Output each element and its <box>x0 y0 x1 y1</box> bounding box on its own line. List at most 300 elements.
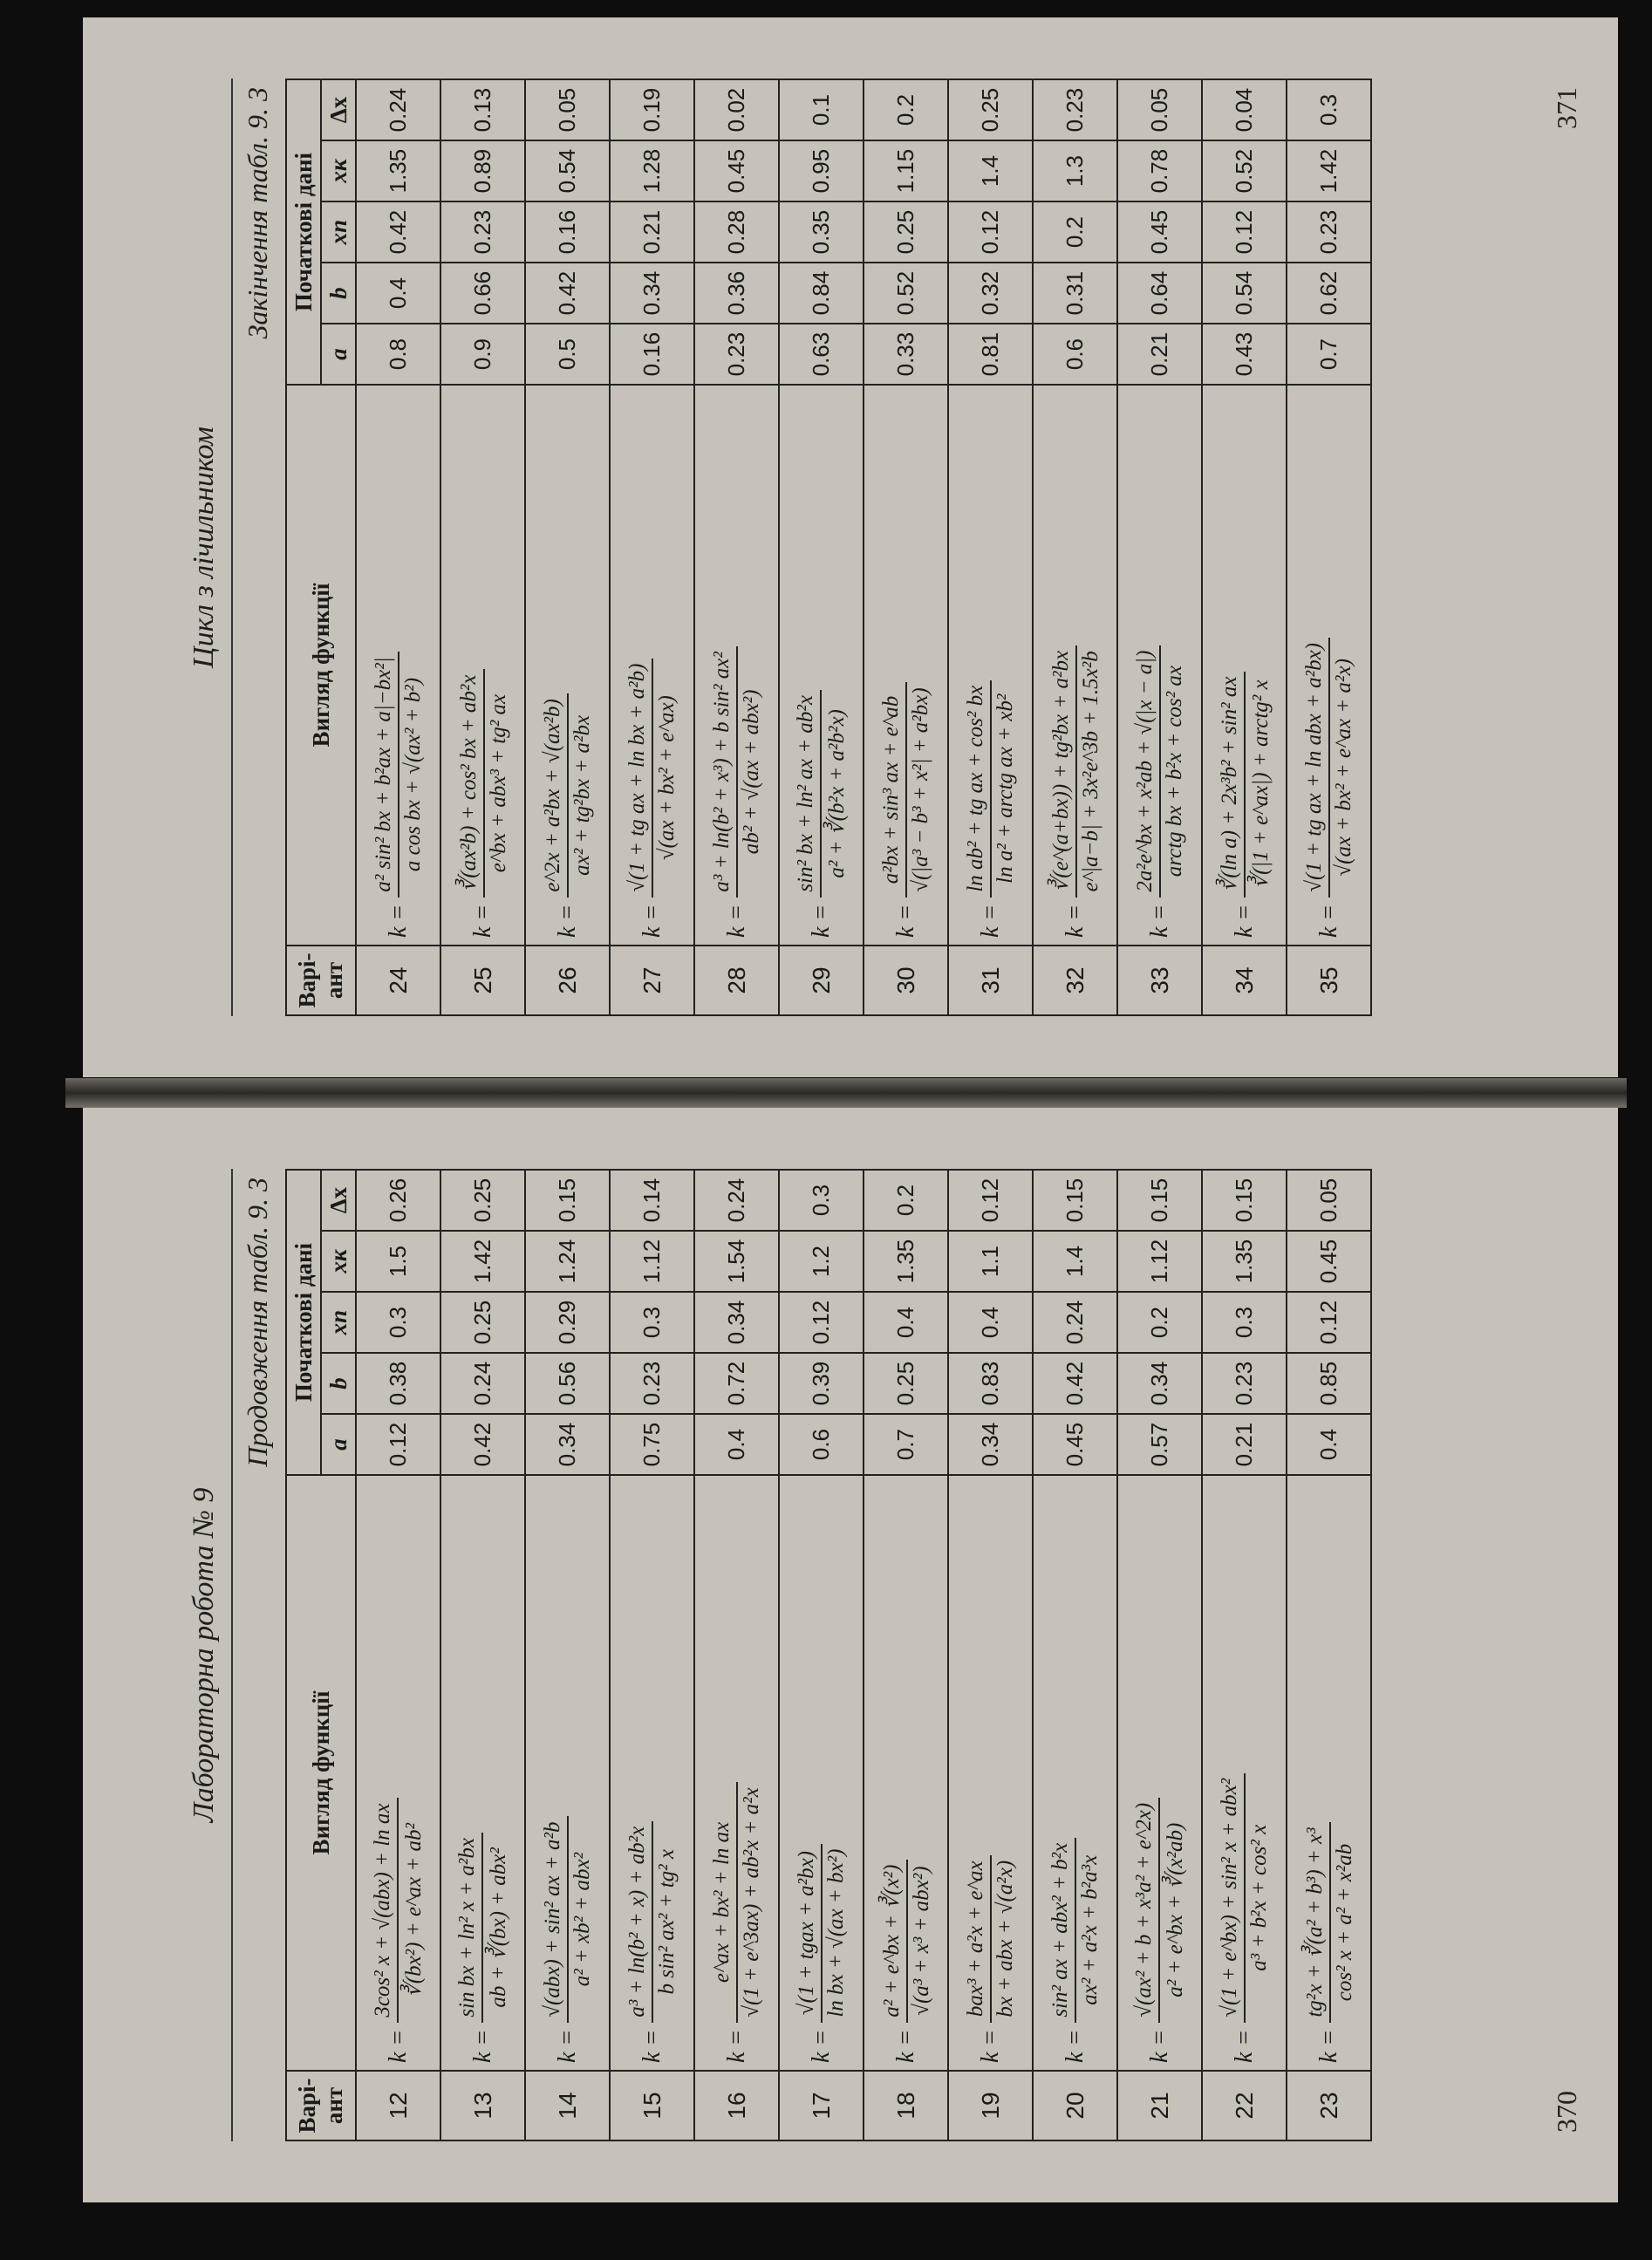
value-xn: 0.28 <box>694 201 779 263</box>
book-spine <box>65 1078 1627 1108</box>
variant-number: 28 <box>694 946 779 1015</box>
value-b: 0.64 <box>1117 263 1202 324</box>
header-variant: Варі-ант <box>286 946 356 1015</box>
formula-lhs: k = <box>638 2029 666 2063</box>
value-a: 0.4 <box>694 1414 779 1475</box>
value-b: 0.34 <box>610 263 694 324</box>
numerator: tg²x + ∛(a² + b³) + x³ <box>1302 1827 1327 2018</box>
function-formula <box>948 385 1033 946</box>
header-xn: xn <box>321 201 356 263</box>
value-xn: 0.23 <box>440 201 525 263</box>
variant-number: 29 <box>779 946 864 1015</box>
function-formula <box>779 385 864 946</box>
numerator: ∛(e^(a+bx)) + tg²bx + a²bx <box>1048 650 1073 892</box>
value-xn: 0.29 <box>525 1292 610 1353</box>
function-formula <box>864 1475 948 2071</box>
function-formula <box>440 385 525 946</box>
header-b: b <box>321 263 356 324</box>
table-row <box>948 1170 1033 2141</box>
page-number: 370 <box>1551 2091 1582 2133</box>
numerator: √(1 + tgax + a²bx) <box>794 1851 818 2016</box>
value-xk: 1.4 <box>1033 1231 1117 1292</box>
value-dx: 0.23 <box>1033 79 1117 140</box>
function-formula <box>694 1475 779 2071</box>
formula-lhs: k = <box>891 2029 919 2063</box>
value-a: 0.63 <box>779 324 864 385</box>
value-a: 0.45 <box>1033 1414 1117 1475</box>
value-b: 0.34 <box>1117 1353 1202 1414</box>
value-xn: 0.4 <box>864 1292 948 1353</box>
value-a: 0.34 <box>525 1414 610 1475</box>
value-a: 0.5 <box>525 324 610 385</box>
value-dx: 0.02 <box>694 79 779 140</box>
numerator: bax³ + a²x + e^ax <box>963 1861 987 2018</box>
table-row <box>1202 79 1287 1015</box>
denominator: ax² + a²x + b²a³x <box>1075 1838 1104 2023</box>
fraction <box>877 682 935 897</box>
value-b: 0.23 <box>1202 1353 1287 1414</box>
value-dx: 0.15 <box>525 1170 610 1231</box>
value-a: 0.81 <box>948 324 1033 385</box>
value-a: 0.42 <box>440 1414 525 1475</box>
function-formula <box>356 1475 440 2071</box>
table-row <box>779 1170 864 2141</box>
value-xn: 0.3 <box>610 1292 694 1353</box>
denominator: ab² + √(ax + abx²) <box>736 646 766 898</box>
denominator: a² + ∛(b²x + a²b²x) <box>820 690 851 898</box>
fraction <box>962 680 1020 898</box>
denominator: e^bx + abx³ + tg² ax <box>483 670 513 898</box>
function-formula <box>694 385 779 946</box>
formula-lhs: k = <box>468 904 496 938</box>
denominator: bx + abx + √(a²x) <box>990 1855 1020 2023</box>
variant-number: 16 <box>694 2071 779 2141</box>
value-b: 0.83 <box>948 1353 1033 1414</box>
variant-number: 18 <box>864 2071 948 2141</box>
header-xn: xn <box>321 1292 356 1353</box>
value-xk: 1.2 <box>779 1231 864 1292</box>
variant-number: 15 <box>610 2071 694 2141</box>
header-variant: Варі-ант <box>286 2071 356 2141</box>
formula-lhs: k = <box>638 904 666 938</box>
numerator: 3cos² x + √(abx) + ln ax <box>370 1803 394 2018</box>
value-xn: 0.42 <box>356 201 440 263</box>
value-dx: 0.05 <box>1117 79 1202 140</box>
variant-number: 27 <box>610 946 694 1015</box>
denominator: e^|a−b| + 3x²e^3b + 1.5x²b <box>1075 645 1105 898</box>
header-rule <box>231 79 233 1016</box>
value-dx: 0.19 <box>610 79 694 140</box>
value-xk: 0.89 <box>440 140 525 201</box>
table-row <box>525 79 610 1015</box>
table-body <box>356 1170 1371 2141</box>
fraction <box>624 659 681 898</box>
numerator: sin bx + ln² x + a²bx <box>454 1838 479 2018</box>
formula-lhs: k = <box>722 904 750 938</box>
value-xk: 1.3 <box>1033 140 1117 201</box>
header-a: a <box>321 1414 356 1475</box>
value-dx: 0.25 <box>948 79 1033 140</box>
value-dx: 0.12 <box>948 1170 1033 1231</box>
value-xk: 1.42 <box>440 1231 525 1292</box>
header-function: Вигляд функції <box>286 385 356 946</box>
value-xn: 0.34 <box>694 1292 779 1353</box>
formula-lhs: k = <box>891 904 919 938</box>
fraction <box>708 1782 766 2022</box>
numerator: √(1 + e^bx) + sin² x + abx² <box>1217 1778 1241 2018</box>
value-a: 0.21 <box>1117 324 1202 385</box>
function-formula <box>1287 385 1371 946</box>
table-row <box>440 79 525 1015</box>
value-b: 0.62 <box>1287 263 1371 324</box>
numerator: ∛(ln a) + 2x³b² + sin² ax <box>1217 676 1241 892</box>
variant-number: 24 <box>356 946 440 1015</box>
header-dx: Δx <box>321 79 356 140</box>
value-dx: 0.04 <box>1202 79 1287 140</box>
fraction <box>454 1833 513 2023</box>
value-dx: 0.05 <box>1287 1170 1371 1231</box>
value-xk: 1.12 <box>610 1231 694 1292</box>
value-dx: 0.2 <box>864 79 948 140</box>
function-formula <box>525 1475 610 2071</box>
functions-table <box>285 1169 1372 2141</box>
function-formula <box>1202 1475 1287 2071</box>
fraction <box>1046 645 1105 898</box>
value-a: 0.6 <box>779 1414 864 1475</box>
numerator: a³ + ln(b² + x) + ab²x <box>625 1826 649 2018</box>
numerator: e^2x + a²bx + √(ax²b) <box>540 699 564 892</box>
formula-lhs: k = <box>1230 2029 1258 2063</box>
numerator: e^ax + bx² + ln ax <box>709 1821 734 1983</box>
value-xn: 0.2 <box>1117 1292 1202 1353</box>
denominator: ∛(bx²) + e^ax + ab² <box>397 1799 428 2023</box>
variant-number: 14 <box>525 2071 610 2141</box>
value-xk: 1.1 <box>948 1231 1033 1292</box>
fraction <box>1047 1838 1104 2023</box>
value-xn: 0.25 <box>864 201 948 263</box>
formula-lhs: k = <box>807 2029 835 2063</box>
value-a: 0.75 <box>610 1414 694 1475</box>
variant-number: 31 <box>948 946 1033 1015</box>
table-row <box>440 1170 525 2141</box>
variant-number: 33 <box>1117 946 1202 1015</box>
value-xk: 0.54 <box>525 140 610 201</box>
header-function: Вигляд функції <box>286 1475 356 2071</box>
formula-lhs: k = <box>1314 904 1342 938</box>
value-xk: 1.35 <box>356 140 440 201</box>
value-b: 0.4 <box>356 263 440 324</box>
value-dx: 0.05 <box>525 79 610 140</box>
page-number: 371 <box>1551 87 1582 129</box>
value-xn: 0.3 <box>356 1292 440 1353</box>
value-dx: 0.26 <box>356 1170 440 1231</box>
value-xk: 1.54 <box>694 1231 779 1292</box>
value-a: 0.4 <box>1287 1414 1371 1475</box>
numerator: 2a²e^bx + x²ab + √(|x − a|) <box>1132 650 1157 892</box>
formula-lhs: k = <box>807 904 835 938</box>
table-continuation-caption: Продовження табл. 9. 3 <box>242 1178 273 1467</box>
value-dx: 0.25 <box>440 1170 525 1231</box>
function-formula <box>1033 1475 1117 2071</box>
value-xn: 0.45 <box>1117 201 1202 263</box>
left-page <box>83 1108 1618 2202</box>
value-dx: 0.3 <box>779 1170 864 1231</box>
denominator: a² + xb² + abx² <box>567 1816 597 2022</box>
denominator: a³ + b²x + cos² x <box>1244 1773 1273 2023</box>
value-a: 0.6 <box>1033 324 1117 385</box>
numerator: √(abx) + sin² ax + a²b <box>540 1821 564 2018</box>
denominator: b sin² ax² + tg² x <box>652 1821 681 2023</box>
value-b: 0.42 <box>525 263 610 324</box>
formula-lhs: k = <box>976 904 1004 938</box>
numerator: √(1 + tg ax + ln bx + a²b) <box>625 663 649 892</box>
denominator: ∛(|1 + e^ax|) + arctg² x <box>1244 672 1275 898</box>
fraction <box>708 646 766 898</box>
value-dx: 0.2 <box>864 1170 948 1231</box>
running-head: Лабораторна робота № 9 <box>188 1487 220 1823</box>
value-dx: 0.15 <box>1117 1170 1202 1231</box>
value-xk: 0.78 <box>1117 140 1202 201</box>
value-a: 0.57 <box>1117 1414 1202 1475</box>
formula-lhs: k = <box>384 904 412 938</box>
formula-lhs: k = <box>722 2029 750 2063</box>
formula-lhs: k = <box>1145 904 1173 938</box>
header-rule <box>231 1169 233 2141</box>
table-row <box>1033 79 1117 1015</box>
formula-lhs: k = <box>1314 2029 1342 2063</box>
denominator: a cos bx + √(ax² + b²) <box>398 652 427 897</box>
denominator: ab + ∛(bx) + abx² <box>481 1833 513 2023</box>
function-formula <box>610 385 694 946</box>
value-xn: 0.21 <box>610 201 694 263</box>
value-xn: 0.3 <box>1202 1292 1287 1353</box>
formula-lhs: k = <box>1145 2029 1173 2063</box>
formula-lhs: k = <box>1230 904 1258 938</box>
table-row <box>1117 1170 1202 2141</box>
header-b: b <box>321 1353 356 1414</box>
value-b: 0.42 <box>1033 1353 1117 1414</box>
value-xk: 1.35 <box>864 1231 948 1292</box>
table-row <box>525 1170 610 2141</box>
variant-number: 25 <box>440 946 525 1015</box>
fraction <box>1300 638 1358 898</box>
numerator: √(ax² + b + x³a² + e^2x) <box>1131 1802 1156 2018</box>
value-a: 0.21 <box>1202 1414 1287 1475</box>
value-xk: 1.5 <box>356 1231 440 1292</box>
table-row <box>1033 1170 1117 2141</box>
function-formula <box>948 1475 1033 2071</box>
formula-lhs: k = <box>1061 2029 1089 2063</box>
function-formula <box>1033 385 1117 946</box>
header-initial-data: Початкові дані <box>286 79 321 385</box>
numerator: sin² ax + abx² + b²x <box>1048 1842 1072 2018</box>
formula-lhs: k = <box>384 2029 412 2063</box>
value-b: 0.72 <box>694 1353 779 1414</box>
value-dx: 0.1 <box>779 79 864 140</box>
variant-number: 21 <box>1117 2071 1202 2141</box>
value-xn: 0.2 <box>1033 201 1117 263</box>
value-xn: 0.35 <box>779 201 864 263</box>
table-row <box>864 1170 948 2141</box>
denominator: ln a² + arctg ax + xb² <box>990 680 1020 898</box>
fraction <box>1131 645 1189 898</box>
value-b: 0.52 <box>864 263 948 324</box>
fraction <box>1300 1822 1359 2022</box>
value-dx: 0.15 <box>1202 1170 1287 1231</box>
value-xk: 1.15 <box>864 140 948 201</box>
numerator: ∛(ax²b) + cos² bx + ab²x <box>456 674 481 892</box>
table-row <box>356 79 440 1015</box>
value-dx: 0.24 <box>356 79 440 140</box>
value-a: 0.16 <box>610 324 694 385</box>
fraction <box>793 1844 850 2023</box>
table-row <box>610 1170 694 2141</box>
value-b: 0.39 <box>779 1353 864 1414</box>
value-xn: 0.24 <box>1033 1292 1117 1353</box>
value-xn: 0.12 <box>948 201 1033 263</box>
fraction <box>1214 672 1275 898</box>
value-xn: 0.25 <box>440 1292 525 1353</box>
function-formula <box>610 1475 694 2071</box>
value-xn: 0.12 <box>1202 201 1287 263</box>
value-b: 0.36 <box>694 263 779 324</box>
value-dx: 0.14 <box>610 1170 694 1231</box>
right-page <box>83 17 1618 1077</box>
function-formula <box>1117 1475 1202 2071</box>
table-row <box>1287 1170 1371 2141</box>
value-a: 0.34 <box>948 1414 1033 1475</box>
value-b: 0.84 <box>779 263 864 324</box>
numerator: sin² bx + ln² ax + ab²x <box>793 695 817 892</box>
fraction <box>877 1860 936 2023</box>
function-formula <box>1287 1475 1371 2071</box>
value-xn: 0.23 <box>1287 201 1371 263</box>
variant-number: 34 <box>1202 946 1287 1015</box>
table-row <box>948 79 1033 1015</box>
variant-number: 12 <box>356 2071 440 2141</box>
denominator: √(ax + bx² + e^ax + a²x) <box>1328 638 1358 898</box>
function-formula <box>356 385 440 946</box>
function-formula <box>440 1475 525 2071</box>
value-xn: 0.12 <box>779 1292 864 1353</box>
running-head: Цикл з лічильником <box>188 427 220 668</box>
table-row <box>1287 79 1371 1015</box>
value-xk: 1.35 <box>1202 1231 1287 1292</box>
variant-number: 23 <box>1287 2071 1371 2141</box>
value-xk: 0.45 <box>694 140 779 201</box>
fraction <box>1216 1773 1273 2023</box>
function-formula <box>525 385 610 946</box>
variant-number: 35 <box>1287 946 1371 1015</box>
table-row <box>779 79 864 1015</box>
value-xn: 0.4 <box>948 1292 1033 1353</box>
denominator: √(1 + e^3ax) + ab²x + a²x <box>736 1782 766 2022</box>
table-row <box>1117 79 1202 1015</box>
value-xn: 0.16 <box>525 201 610 263</box>
variant-number: 32 <box>1033 946 1117 1015</box>
denominator: √(a³ + x³ + abx²) <box>906 1860 936 2023</box>
value-xn: 0.12 <box>1287 1292 1371 1353</box>
value-a: 0.23 <box>694 324 779 385</box>
function-formula <box>779 1475 864 2071</box>
right-page-content <box>83 17 1618 1077</box>
value-dx: 0.13 <box>440 79 525 140</box>
value-a: 0.8 <box>356 324 440 385</box>
header-xk: xк <box>321 140 356 201</box>
variant-number: 26 <box>525 946 610 1015</box>
value-xk: 1.42 <box>1287 140 1371 201</box>
left-page-content <box>83 1108 1618 2202</box>
value-a: 0.12 <box>356 1414 440 1475</box>
value-xk: 1.4 <box>948 140 1033 201</box>
variant-number: 22 <box>1202 2071 1287 2141</box>
fraction <box>539 693 597 898</box>
header-a: a <box>321 324 356 385</box>
value-xk: 1.12 <box>1117 1231 1202 1292</box>
variant-number: 13 <box>440 2071 525 2141</box>
value-b: 0.54 <box>1202 263 1287 324</box>
function-formula <box>1202 385 1287 946</box>
value-b: 0.38 <box>356 1353 440 1414</box>
header-xk: xк <box>321 1231 356 1292</box>
value-b: 0.23 <box>610 1353 694 1414</box>
value-b: 0.32 <box>948 263 1033 324</box>
numerator: a²bx + sin³ ax + e^ab <box>878 695 903 884</box>
value-xk: 1.28 <box>610 140 694 201</box>
numerator: a² + e^bx + ∛(x²) <box>879 1864 904 2018</box>
denominator: arctg bx + b²x + cos² ax <box>1159 645 1189 898</box>
table-row <box>1202 1170 1287 2141</box>
value-dx: 0.15 <box>1033 1170 1117 1231</box>
denominator: ln bx + √(ax + bx²) <box>821 1844 850 2023</box>
variant-number: 20 <box>1033 2071 1117 2141</box>
value-xk: 0.45 <box>1287 1231 1371 1292</box>
variant-number: 30 <box>864 946 948 1015</box>
denominator: ax² + tg²bx + a²bx <box>567 693 597 898</box>
value-b: 0.31 <box>1033 263 1117 324</box>
formula-lhs: k = <box>553 2029 581 2063</box>
table-row <box>356 1170 440 2141</box>
function-formula <box>1117 385 1202 946</box>
numerator: a³ + ln(b² + x³) + b sin² ax² <box>709 652 734 892</box>
fraction <box>539 1816 597 2022</box>
value-a: 0.33 <box>864 324 948 385</box>
formula-lhs: k = <box>1061 904 1089 938</box>
functions-table <box>285 79 1372 1016</box>
denominator: a² + e^bx + ∛(x²ab) <box>1158 1798 1190 2023</box>
table-row <box>694 79 779 1015</box>
value-xk: 1.24 <box>525 1231 610 1292</box>
table-row <box>694 1170 779 2141</box>
fraction <box>792 690 851 898</box>
header-dx: Δx <box>321 1170 356 1231</box>
denominator: √(ax + bx² + e^ax) <box>652 659 681 898</box>
fraction <box>962 1855 1020 2023</box>
variant-number: 17 <box>779 2071 864 2141</box>
table-row <box>610 79 694 1015</box>
table-row <box>864 79 948 1015</box>
value-a: 0.9 <box>440 324 525 385</box>
formula-lhs: k = <box>468 2029 496 2063</box>
fraction <box>370 652 427 897</box>
value-dx: 0.3 <box>1287 79 1371 140</box>
denominator: √(|a³ − b³ + x²| + a²bx) <box>905 682 935 897</box>
function-formula <box>864 385 948 946</box>
value-a: 0.7 <box>1287 324 1371 385</box>
header-initial-data: Початкові дані <box>286 1170 321 1475</box>
denominator: cos² x + a² + x²ab <box>1329 1822 1359 2022</box>
value-b: 0.56 <box>525 1353 610 1414</box>
